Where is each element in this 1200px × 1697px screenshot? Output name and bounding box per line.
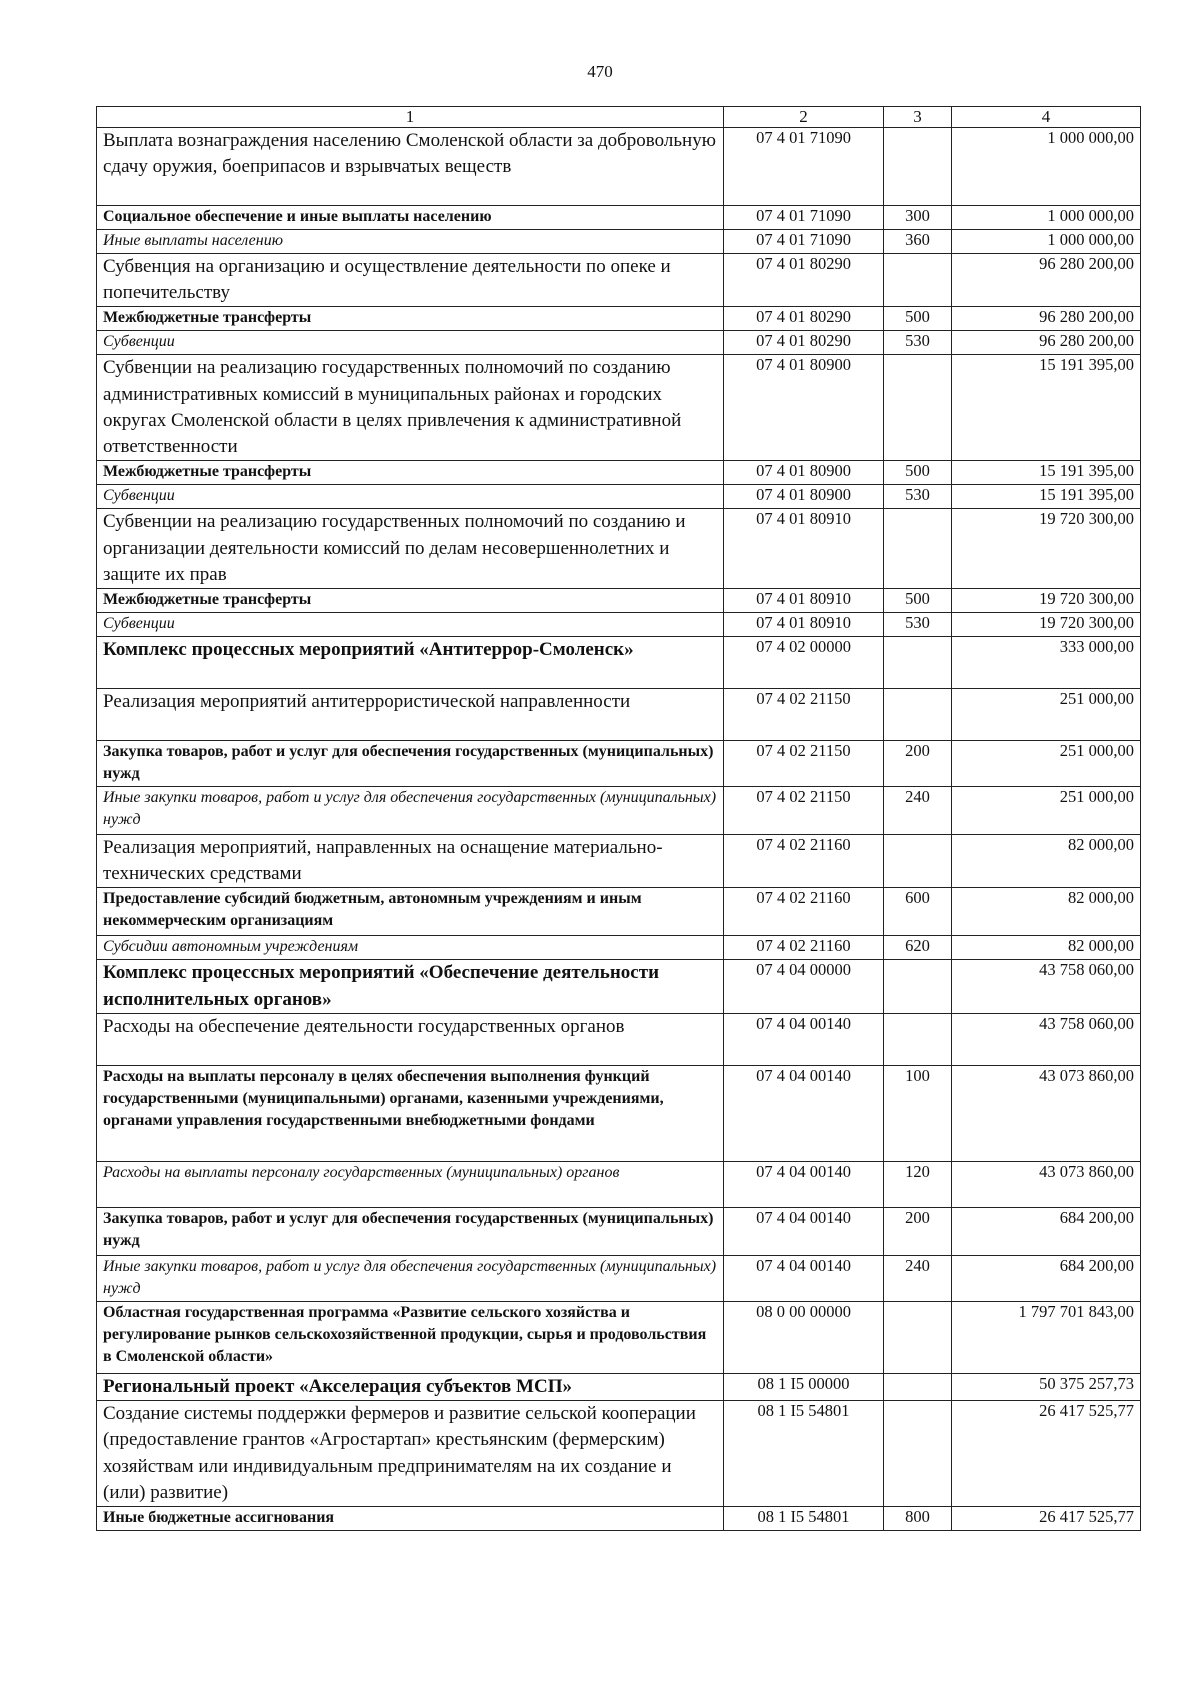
row-expense-type-cell	[884, 1373, 952, 1400]
row-expense-type-cell: 600	[884, 888, 952, 936]
row-code-cell: 07 4 01 80290	[724, 331, 884, 355]
row-code-cell: 07 4 02 21160	[724, 888, 884, 936]
table-row	[97, 230, 1141, 254]
row-name-cell: Иные закупки товаров, работ и услуг для обеспечения государственных (муниципальных) нужд	[97, 1255, 724, 1301]
row-amount-cell: 96 280 200,00	[952, 307, 1141, 331]
row-expense-type-cell	[884, 834, 952, 887]
row-code-cell: 07 4 04 00140	[724, 1161, 884, 1207]
table-row	[97, 936, 1141, 960]
row-amount-cell: 19 720 300,00	[952, 509, 1141, 589]
table-row	[97, 1401, 1141, 1507]
table-row	[97, 1506, 1141, 1530]
row-name-cell: Реализация мероприятий антитеррористической направленности	[97, 688, 724, 740]
row-code-cell: 08 1 I5 54801	[724, 1506, 884, 1530]
row-name-cell: Выплата вознаграждения населению Смоленской области за добровольную сдачу оружия, боеприпасов и взрывчатых веществ	[97, 128, 724, 206]
row-code-cell: 07 4 04 00140	[724, 1065, 884, 1161]
row-amount-cell: 43 758 060,00	[952, 1013, 1141, 1065]
table-header-row	[97, 107, 1141, 128]
row-amount-cell: 1 000 000,00	[952, 206, 1141, 230]
budget-table	[96, 106, 1141, 1531]
row-code-cell: 07 4 01 80900	[724, 355, 884, 461]
row-code-cell: 07 4 04 00140	[724, 1013, 884, 1065]
row-name-cell: Социальное обеспечение и иные выплаты населению	[97, 206, 724, 230]
row-name-cell: Иные бюджетные ассигнования	[97, 1506, 724, 1530]
row-code-cell: 07 4 01 80900	[724, 461, 884, 485]
table-row	[97, 1013, 1141, 1065]
row-expense-type-cell	[884, 509, 952, 589]
row-expense-type-cell	[884, 636, 952, 688]
table-row	[97, 485, 1141, 509]
table-row	[97, 206, 1141, 230]
row-amount-cell: 1 000 000,00	[952, 128, 1141, 206]
row-expense-type-cell: 360	[884, 230, 952, 254]
row-expense-type-cell: 120	[884, 1161, 952, 1207]
row-expense-type-cell: 500	[884, 307, 952, 331]
row-amount-cell: 50 375 257,73	[952, 1373, 1141, 1400]
page-number: 470	[587, 62, 613, 81]
row-code-cell: 07 4 01 80910	[724, 612, 884, 636]
table-row	[97, 1161, 1141, 1207]
column-header-4: 4	[952, 107, 1141, 128]
table-row	[97, 740, 1141, 786]
row-amount-cell: 43 073 860,00	[952, 1065, 1141, 1161]
table-row	[97, 1207, 1141, 1255]
row-expense-type-cell: 100	[884, 1065, 952, 1161]
table-row	[97, 307, 1141, 331]
row-amount-cell: 82 000,00	[952, 888, 1141, 936]
row-expense-type-cell	[884, 960, 952, 1013]
row-code-cell: 08 1 I5 00000	[724, 1373, 884, 1400]
table-row	[97, 888, 1141, 936]
table-row	[97, 960, 1141, 1013]
table-row	[97, 355, 1141, 461]
table-row	[97, 1301, 1141, 1373]
table-row	[97, 588, 1141, 612]
row-expense-type-cell	[884, 1013, 952, 1065]
table-row	[97, 331, 1141, 355]
row-code-cell: 07 4 02 21160	[724, 936, 884, 960]
row-code-cell: 07 4 02 00000	[724, 636, 884, 688]
row-name-cell: Предоставление субсидий бюджетным, автономным учреждениям и иным некоммерческим организациям	[97, 888, 724, 936]
row-amount-cell: 15 191 395,00	[952, 355, 1141, 461]
row-expense-type-cell	[884, 1301, 952, 1373]
table-row	[97, 1065, 1141, 1161]
row-name-cell: Закупка товаров, работ и услуг для обеспечения государственных (муниципальных) нужд	[97, 740, 724, 786]
row-name-cell: Субвенция на организацию и осуществление деятельности по опеке и попечительству	[97, 254, 724, 307]
row-expense-type-cell: 530	[884, 331, 952, 355]
row-amount-cell: 15 191 395,00	[952, 461, 1141, 485]
row-amount-cell: 251 000,00	[952, 786, 1141, 834]
row-code-cell: 07 4 02 21160	[724, 834, 884, 887]
row-expense-type-cell: 500	[884, 461, 952, 485]
table-row	[97, 612, 1141, 636]
row-name-cell: Субвенции	[97, 485, 724, 509]
row-code-cell: 07 4 01 71090	[724, 230, 884, 254]
row-code-cell: 08 1 I5 54801	[724, 1401, 884, 1507]
row-code-cell: 07 4 02 21150	[724, 786, 884, 834]
table-row	[97, 254, 1141, 307]
row-amount-cell: 1 000 000,00	[952, 230, 1141, 254]
row-expense-type-cell: 620	[884, 936, 952, 960]
row-code-cell: 07 4 02 21150	[724, 688, 884, 740]
row-name-cell: Расходы на выплаты персоналу государственных (муниципальных) органов	[97, 1161, 724, 1207]
row-amount-cell: 82 000,00	[952, 834, 1141, 887]
row-name-cell: Областная государственная программа «Развитие сельского хозяйства и регулирование рынков сельскохозяйственной продукции, сырья и продовольствия в Смоленской области»	[97, 1301, 724, 1373]
row-amount-cell: 43 073 860,00	[952, 1161, 1141, 1207]
row-code-cell: 07 4 01 80900	[724, 485, 884, 509]
row-name-cell: Иные выплаты населению	[97, 230, 724, 254]
table-row	[97, 509, 1141, 589]
row-code-cell: 07 4 01 71090	[724, 206, 884, 230]
row-code-cell: 07 4 02 21150	[724, 740, 884, 786]
row-amount-cell: 96 280 200,00	[952, 254, 1141, 307]
row-expense-type-cell	[884, 355, 952, 461]
column-header-1: 1	[97, 107, 724, 128]
table-body	[97, 128, 1141, 1531]
table-row	[97, 636, 1141, 688]
row-expense-type-cell	[884, 688, 952, 740]
row-code-cell: 07 4 01 80910	[724, 509, 884, 589]
row-name-cell: Субвенции на реализацию государственных полномочий по созданию и организации деятельности комиссий по делам несовершеннолетних и защите их прав	[97, 509, 724, 589]
row-expense-type-cell	[884, 254, 952, 307]
row-amount-cell: 43 758 060,00	[952, 960, 1141, 1013]
row-code-cell: 07 4 01 80290	[724, 307, 884, 331]
row-name-cell: Иные закупки товаров, работ и услуг для обеспечения государственных (муниципальных) нужд	[97, 786, 724, 834]
row-amount-cell: 251 000,00	[952, 688, 1141, 740]
row-name-cell: Субвенции на реализацию государственных полномочий по созданию административных комиссий в муниципальных районах и городских округах Смоленской области в целях привлечения к административной ответственности	[97, 355, 724, 461]
row-name-cell: Закупка товаров, работ и услуг для обеспечения государственных (муниципальных) нужд	[97, 1207, 724, 1255]
row-code-cell: 07 4 01 71090	[724, 128, 884, 206]
row-name-cell: Субвенции	[97, 331, 724, 355]
row-amount-cell: 251 000,00	[952, 740, 1141, 786]
row-name-cell: Расходы на выплаты персоналу в целях обеспечения выполнения функций государственными (муниципальными) органами, казенными учреждениями, органами управления государственными внебюджетными фондами	[97, 1065, 724, 1161]
row-amount-cell: 684 200,00	[952, 1207, 1141, 1255]
row-expense-type-cell: 530	[884, 612, 952, 636]
row-name-cell: Субвенции	[97, 612, 724, 636]
row-expense-type-cell: 200	[884, 740, 952, 786]
row-expense-type-cell: 500	[884, 588, 952, 612]
row-expense-type-cell	[884, 1401, 952, 1507]
row-name-cell: Расходы на обеспечение деятельности государственных органов	[97, 1013, 724, 1065]
row-amount-cell: 1 797 701 843,00	[952, 1301, 1141, 1373]
table-row	[97, 1373, 1141, 1400]
row-code-cell: 08 0 00 00000	[724, 1301, 884, 1373]
row-amount-cell: 19 720 300,00	[952, 588, 1141, 612]
row-code-cell: 07 4 01 80910	[724, 588, 884, 612]
table-row	[97, 834, 1141, 887]
row-amount-cell: 26 417 525,77	[952, 1506, 1141, 1530]
row-amount-cell: 333 000,00	[952, 636, 1141, 688]
row-name-cell: Региональный проект «Акселерация субъектов МСП»	[97, 1373, 724, 1400]
table-row	[97, 688, 1141, 740]
column-header-2: 2	[724, 107, 884, 128]
row-expense-type-cell: 240	[884, 786, 952, 834]
row-expense-type-cell: 300	[884, 206, 952, 230]
row-amount-cell: 26 417 525,77	[952, 1401, 1141, 1507]
row-expense-type-cell: 240	[884, 1255, 952, 1301]
row-expense-type-cell: 200	[884, 1207, 952, 1255]
table-row	[97, 1255, 1141, 1301]
table-row	[97, 786, 1141, 834]
row-name-cell: Субсидии автономным учреждениям	[97, 936, 724, 960]
row-amount-cell: 15 191 395,00	[952, 485, 1141, 509]
row-expense-type-cell: 800	[884, 1506, 952, 1530]
row-code-cell: 07 4 04 00000	[724, 960, 884, 1013]
table-row	[97, 128, 1141, 206]
row-expense-type-cell: 530	[884, 485, 952, 509]
row-name-cell: Межбюджетные трансферты	[97, 588, 724, 612]
row-name-cell: Реализация мероприятий, направленных на оснащение материально-технических средствами	[97, 834, 724, 887]
table-row	[97, 461, 1141, 485]
row-code-cell: 07 4 01 80290	[724, 254, 884, 307]
row-expense-type-cell	[884, 128, 952, 206]
row-amount-cell: 19 720 300,00	[952, 612, 1141, 636]
row-name-cell: Комплекс процессных мероприятий «Обеспечение деятельности исполнительных органов»	[97, 960, 724, 1013]
row-name-cell: Комплекс процессных мероприятий «Антитеррор-Смоленск»	[97, 636, 724, 688]
row-name-cell: Межбюджетные трансферты	[97, 307, 724, 331]
column-header-3: 3	[884, 107, 952, 128]
row-code-cell: 07 4 04 00140	[724, 1255, 884, 1301]
row-amount-cell: 684 200,00	[952, 1255, 1141, 1301]
row-amount-cell: 96 280 200,00	[952, 331, 1141, 355]
row-code-cell: 07 4 04 00140	[724, 1207, 884, 1255]
row-name-cell: Межбюджетные трансферты	[97, 461, 724, 485]
row-amount-cell: 82 000,00	[952, 936, 1141, 960]
row-name-cell: Создание системы поддержки фермеров и развитие сельской кооперации (предоставление грантов «Агростартап» крестьянским (фермерским) хозяйствам или индивидуальным предпринимателям на их создание и (или) развитие)	[97, 1401, 724, 1507]
